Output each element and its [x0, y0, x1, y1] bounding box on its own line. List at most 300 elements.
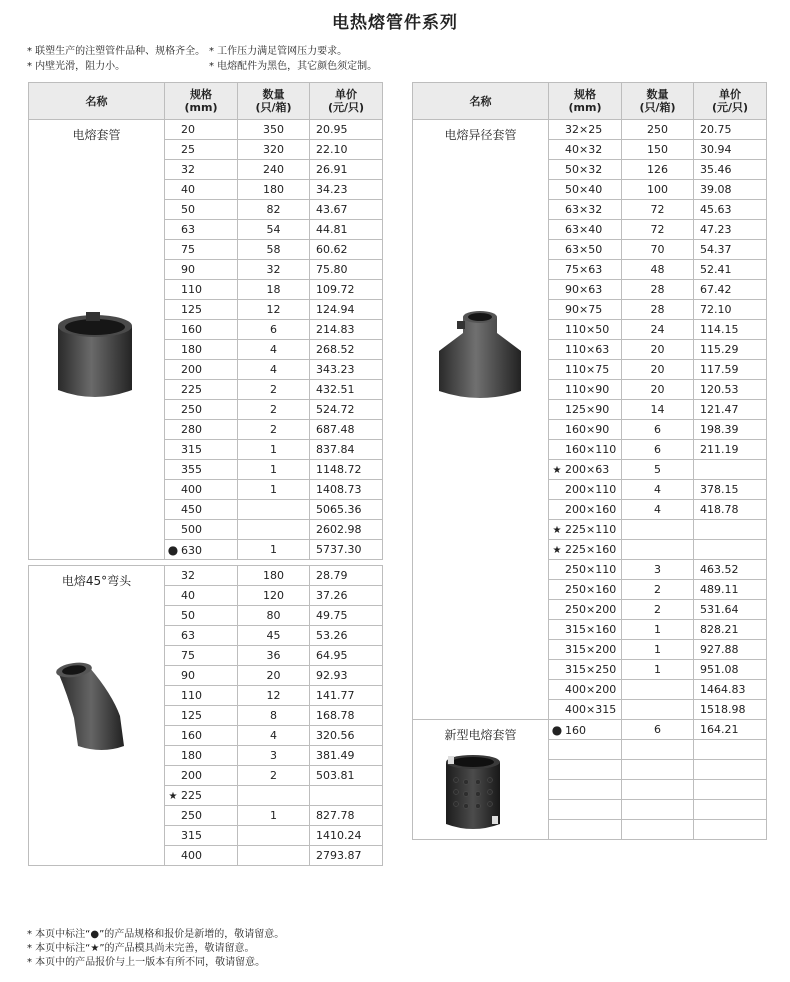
- qty-cell: 2: [622, 580, 694, 600]
- price-cell: 418.78: [694, 500, 767, 520]
- spec-cell: [549, 600, 622, 620]
- product-name: 新型电熔套管: [444, 728, 517, 742]
- col-header-spec: [165, 83, 238, 120]
- price-cell: 22.10: [310, 140, 383, 160]
- qty-cell: [622, 760, 694, 780]
- spec-value: 500: [181, 523, 202, 536]
- qty-cell: [238, 520, 310, 540]
- qty-cell: [238, 500, 310, 520]
- spec-value: 90: [181, 263, 195, 276]
- spec-value: 160×110: [565, 443, 617, 456]
- spec-cell: [549, 620, 622, 640]
- qty-cell: 150: [622, 140, 694, 160]
- spec-cell: [165, 626, 238, 646]
- price-cell: 44.81: [310, 220, 383, 240]
- spec-cell: [549, 480, 622, 500]
- spec-value: 110×63: [565, 343, 610, 356]
- qty-cell: 5: [622, 460, 694, 480]
- product-name: 电熔45°弯头: [61, 574, 132, 588]
- price-cell: 828.21: [694, 620, 767, 640]
- table-header: [413, 83, 767, 120]
- price-cell: 35.46: [694, 160, 767, 180]
- price-cell: 432.51: [310, 380, 383, 400]
- qty-cell: [622, 740, 694, 760]
- qty-cell: 6: [622, 420, 694, 440]
- spec-cell: [549, 780, 622, 800]
- qty-cell: 20: [622, 340, 694, 360]
- price-cell: [694, 820, 767, 840]
- qty-cell: [622, 520, 694, 540]
- footer-note: * 本页中标注“●”的产品规格和报价是新增的，敬请留意。: [27, 929, 285, 940]
- col-header-qty: [238, 83, 310, 120]
- qty-cell: 8: [238, 706, 310, 726]
- col-header-price: [310, 83, 383, 120]
- price-label: 单价: [719, 88, 741, 101]
- price-cell: 75.80: [310, 260, 383, 280]
- price-cell: 52.41: [694, 260, 767, 280]
- qty-cell: 58: [238, 240, 310, 260]
- page-title: 电热熔管件系列: [332, 13, 458, 33]
- footer-note: * 本页中标注“★”的产品模具尚未完善，敬请留意。: [27, 943, 255, 954]
- spec-cell: [549, 180, 622, 200]
- spec-cell: [549, 580, 622, 600]
- spec-value: 63×32: [565, 203, 603, 216]
- spec-value: 40×32: [565, 143, 603, 156]
- price-cell: 168.78: [310, 706, 383, 726]
- spec-cell: [165, 360, 238, 380]
- price-cell: 20.95: [310, 120, 383, 140]
- qty-label: 数量: [646, 88, 669, 101]
- footer-note: * 本页中的产品报价与上一版本有所不同，敬请留意。: [27, 957, 266, 968]
- spec-value: 50: [181, 203, 195, 216]
- spec-cell: [549, 260, 622, 280]
- star-marker-icon: ★: [168, 791, 178, 802]
- col-header-name: 名称: [29, 83, 165, 120]
- spec-value: 20: [181, 123, 195, 136]
- spec-cell: [165, 400, 238, 420]
- product-name: 电熔异径套管: [444, 128, 517, 142]
- spec-value: 40: [181, 589, 195, 602]
- new-marker-icon: ●: [167, 542, 179, 557]
- reducer-coupler-image: [433, 305, 527, 405]
- price-cell: 198.39: [694, 420, 767, 440]
- note: * 内壁光滑，阻力小。: [27, 61, 126, 72]
- spec-value: 160×90: [565, 423, 610, 436]
- spec-value: 200×63: [565, 463, 610, 476]
- price-cell: 164.21: [694, 720, 767, 740]
- spec-cell: [549, 160, 622, 180]
- product-name: 电熔套管: [72, 128, 121, 142]
- qty-unit: (只/箱): [255, 101, 292, 114]
- qty-cell: [622, 820, 694, 840]
- qty-cell: 6: [622, 720, 694, 740]
- spec-value: 63×40: [565, 223, 603, 236]
- spec-value: 400: [181, 849, 202, 862]
- spec-value: 63: [181, 629, 195, 642]
- price-cell: 343.23: [310, 360, 383, 380]
- spec-cell: [549, 220, 622, 240]
- qty-cell: 4: [622, 480, 694, 500]
- qty-cell: 80: [238, 606, 310, 626]
- qty-cell: 70: [622, 240, 694, 260]
- spec-value: 315: [181, 443, 202, 456]
- spec-value: 50: [181, 609, 195, 622]
- qty-cell: 180: [238, 566, 310, 586]
- spec-value: 400: [181, 483, 202, 496]
- spec-cell: [549, 520, 622, 540]
- spec-cell: [165, 460, 238, 480]
- qty-cell: 12: [238, 686, 310, 706]
- qty-cell: 54: [238, 220, 310, 240]
- qty-cell: [238, 786, 310, 806]
- spec-value: 225×160: [565, 543, 617, 556]
- spec-cell: [549, 740, 622, 760]
- price-cell: 67.42: [694, 280, 767, 300]
- qty-cell: 20: [238, 666, 310, 686]
- qty-cell: 1: [622, 620, 694, 640]
- spec-cell: [549, 660, 622, 680]
- qty-cell: 1: [238, 480, 310, 500]
- spec-cell: [549, 440, 622, 460]
- spec-value: 315×160: [565, 623, 617, 636]
- spec-cell: [549, 720, 622, 740]
- spec-cell: [165, 280, 238, 300]
- qty-cell: 3: [238, 746, 310, 766]
- spec-cell: [165, 726, 238, 746]
- price-cell: 30.94: [694, 140, 767, 160]
- price-unit: (元/只): [711, 101, 749, 114]
- qty-label: 数量: [262, 88, 285, 101]
- qty-cell: 3: [622, 560, 694, 580]
- spec-cell: [165, 120, 238, 140]
- col-header-name: 名称: [413, 83, 549, 120]
- spec-cell: [549, 560, 622, 580]
- spec-value: 315×250: [565, 663, 617, 676]
- spec-cell: [165, 220, 238, 240]
- price-cell: 211.19: [694, 440, 767, 460]
- qty-cell: 2: [238, 380, 310, 400]
- qty-cell: 4: [238, 340, 310, 360]
- qty-cell: 2: [622, 600, 694, 620]
- spec-value: 110: [181, 283, 202, 296]
- price-cell: 28.79: [310, 566, 383, 586]
- price-cell: 43.67: [310, 200, 383, 220]
- spec-value: 90: [181, 669, 195, 682]
- spec-cell: [165, 540, 238, 560]
- price-cell: [694, 740, 767, 760]
- spec-cell: [549, 540, 622, 560]
- spec-cell: [165, 200, 238, 220]
- price-unit: (元/只): [327, 101, 365, 114]
- price-cell: 463.52: [694, 560, 767, 580]
- spec-value: 315×200: [565, 643, 617, 656]
- spec-cell: [165, 706, 238, 726]
- spec-cell: [165, 566, 238, 586]
- price-cell: 489.11: [694, 580, 767, 600]
- qty-cell: 14: [622, 400, 694, 420]
- spec-value: 250: [181, 809, 202, 822]
- col-header-price: [694, 83, 767, 120]
- footer-notes: [27, 928, 284, 970]
- price-cell: 5737.30: [310, 540, 383, 560]
- price-cell: 531.64: [694, 600, 767, 620]
- spec-cell: [549, 200, 622, 220]
- qty-cell: 20: [622, 380, 694, 400]
- spec-value: 180: [181, 749, 202, 762]
- spec-cell: [165, 646, 238, 666]
- spec-cell: [165, 480, 238, 500]
- spec-value: 200×160: [565, 503, 617, 516]
- spec-cell: [165, 826, 238, 846]
- qty-cell: 126: [622, 160, 694, 180]
- spec-value: 32: [181, 163, 195, 176]
- star-marker-icon: ★: [552, 525, 562, 536]
- qty-cell: 72: [622, 200, 694, 220]
- spec-value: 50×32: [565, 163, 603, 176]
- spec-value: 75: [181, 243, 195, 256]
- spec-cell: [549, 240, 622, 260]
- price-cell: 827.78: [310, 806, 383, 826]
- qty-cell: 1: [622, 640, 694, 660]
- price-cell: 503.81: [310, 766, 383, 786]
- spec-cell: [549, 380, 622, 400]
- spec-value: 160: [181, 323, 202, 336]
- price-cell: 2793.87: [310, 846, 383, 866]
- price-cell: 47.23: [694, 220, 767, 240]
- spec-cell: [549, 280, 622, 300]
- price-cell: 124.94: [310, 300, 383, 320]
- spec-value: 90×63: [565, 283, 603, 296]
- price-cell: 20.75: [694, 120, 767, 140]
- notes: [27, 44, 377, 74]
- qty-cell: 6: [622, 440, 694, 460]
- table-row: [413, 720, 767, 740]
- qty-cell: 28: [622, 300, 694, 320]
- spec-cell: [165, 380, 238, 400]
- spec-cell: [165, 300, 238, 320]
- sleeve-coupler-image: [52, 308, 138, 404]
- spec-value: 250×110: [565, 563, 617, 576]
- qty-cell: 6: [238, 320, 310, 340]
- spec-cell: [165, 520, 238, 540]
- product-name-cell: [413, 120, 549, 720]
- spec-value: 110×50: [565, 323, 610, 336]
- star-marker-icon: ★: [552, 465, 562, 476]
- spec-cell: [165, 320, 238, 340]
- spec-value: 180: [181, 343, 202, 356]
- qty-cell: [238, 846, 310, 866]
- spec-value: 50×40: [565, 183, 603, 196]
- price-cell: 121.47: [694, 400, 767, 420]
- price-cell: 1148.72: [310, 460, 383, 480]
- spec-cell: [165, 746, 238, 766]
- qty-cell: 2: [238, 766, 310, 786]
- qty-cell: 72: [622, 220, 694, 240]
- price-cell: 927.88: [694, 640, 767, 660]
- table-row: [413, 120, 767, 140]
- price-cell: [694, 780, 767, 800]
- price-cell: [694, 800, 767, 820]
- spec-value: 200: [181, 363, 202, 376]
- qty-cell: 82: [238, 200, 310, 220]
- spec-value: 160: [565, 723, 586, 737]
- price-cell: 687.48: [310, 420, 383, 440]
- elbow45-image: [50, 654, 136, 754]
- spec-value: 200: [181, 769, 202, 782]
- qty-cell: 240: [238, 160, 310, 180]
- price-cell: 109.72: [310, 280, 383, 300]
- spec-value: 110: [181, 689, 202, 702]
- spec-cell: [165, 846, 238, 866]
- price-cell: 951.08: [694, 660, 767, 680]
- qty-cell: 45: [238, 626, 310, 646]
- spec-unit: (mm): [184, 101, 218, 114]
- qty-cell: 4: [238, 360, 310, 380]
- qty-cell: 2: [238, 420, 310, 440]
- qty-cell: [622, 700, 694, 720]
- table-row: [29, 566, 383, 586]
- col-header-spec: [549, 83, 622, 120]
- spec-cell: [165, 140, 238, 160]
- spec-value: 75: [181, 649, 195, 662]
- spec-cell: [549, 640, 622, 660]
- spec-cell: [549, 360, 622, 380]
- qty-cell: [238, 826, 310, 846]
- spec-cell: [165, 606, 238, 626]
- spec-value: 125: [181, 709, 202, 722]
- spec-cell: [165, 420, 238, 440]
- spec-cell: [549, 500, 622, 520]
- spec-value: 355: [181, 463, 202, 476]
- price-cell: 5065.36: [310, 500, 383, 520]
- qty-cell: 1: [238, 460, 310, 480]
- qty-cell: 2: [238, 400, 310, 420]
- spec-cell: [549, 320, 622, 340]
- price-cell: 214.83: [310, 320, 383, 340]
- qty-cell: 48: [622, 260, 694, 280]
- spec-value: 40: [181, 183, 195, 196]
- spec-cell: [165, 440, 238, 460]
- price-cell: 26.91: [310, 160, 383, 180]
- spec-value: 63×50: [565, 243, 603, 256]
- qty-cell: [622, 680, 694, 700]
- price-cell: [694, 460, 767, 480]
- price-cell: 34.23: [310, 180, 383, 200]
- spec-cell: [549, 400, 622, 420]
- price-cell: [310, 786, 383, 806]
- table-row: [29, 120, 383, 140]
- spec-cell: [165, 180, 238, 200]
- spec-cell: [165, 586, 238, 606]
- note: * 电熔配件为黑色，其它颜色须定制。: [209, 61, 378, 72]
- spec-value: 32: [181, 569, 195, 582]
- spec-value: 225×110: [565, 523, 617, 536]
- spec-cell: [165, 686, 238, 706]
- price-cell: 45.63: [694, 200, 767, 220]
- spec-value: 160: [181, 729, 202, 742]
- price-cell: 320.56: [310, 726, 383, 746]
- spec-value: 90×75: [565, 303, 603, 316]
- price-cell: 117.59: [694, 360, 767, 380]
- price-cell: 381.49: [310, 746, 383, 766]
- spec-label: 规格: [574, 88, 596, 101]
- spec-cell: [165, 260, 238, 280]
- spec-value: 125×90: [565, 403, 610, 416]
- qty-unit: (只/箱): [639, 101, 676, 114]
- price-cell: 120.53: [694, 380, 767, 400]
- price-cell: [694, 520, 767, 540]
- spec-label: 规格: [190, 88, 212, 101]
- spec-value: 32×25: [565, 123, 603, 136]
- spec-cell: [549, 800, 622, 820]
- spec-value: 225: [181, 789, 202, 802]
- qty-cell: 32: [238, 260, 310, 280]
- spec-value: 630: [181, 543, 202, 557]
- qty-cell: 1: [238, 806, 310, 826]
- price-cell: [694, 760, 767, 780]
- note: * 联塑生产的注塑管件品种、规格齐全。: [27, 46, 206, 57]
- spec-cell: [165, 786, 238, 806]
- spec-cell: [549, 700, 622, 720]
- spec-value: 200×110: [565, 483, 617, 496]
- qty-cell: 36: [238, 646, 310, 666]
- price-cell: 114.15: [694, 320, 767, 340]
- spec-cell: [549, 820, 622, 840]
- spec-value: 110×90: [565, 383, 610, 396]
- spec-cell: [165, 240, 238, 260]
- price-label: 单价: [335, 88, 357, 101]
- note: * 工作压力满足管网压力要求。: [209, 46, 348, 57]
- price-cell: 1408.73: [310, 480, 383, 500]
- qty-cell: [622, 540, 694, 560]
- qty-cell: 4: [622, 500, 694, 520]
- price-cell: 72.10: [694, 300, 767, 320]
- qty-cell: 1: [238, 440, 310, 460]
- spec-cell: [165, 500, 238, 520]
- star-marker-icon: ★: [552, 545, 562, 556]
- price-cell: [694, 540, 767, 560]
- price-cell: 53.26: [310, 626, 383, 646]
- spec-value: 315: [181, 829, 202, 842]
- price-cell: 378.15: [694, 480, 767, 500]
- qty-cell: 100: [622, 180, 694, 200]
- spec-cell: [165, 160, 238, 180]
- spec-cell: [549, 680, 622, 700]
- price-cell: 60.62: [310, 240, 383, 260]
- price-cell: 268.52: [310, 340, 383, 360]
- price-cell: 1410.24: [310, 826, 383, 846]
- price-cell: 1518.98: [694, 700, 767, 720]
- spec-cell: [165, 666, 238, 686]
- spec-cell: [549, 120, 622, 140]
- qty-cell: 24: [622, 320, 694, 340]
- qty-cell: 250: [622, 120, 694, 140]
- spec-cell: [165, 806, 238, 826]
- spec-cell: [549, 420, 622, 440]
- spec-value: 450: [181, 503, 202, 516]
- price-cell: 54.37: [694, 240, 767, 260]
- qty-cell: 12: [238, 300, 310, 320]
- spec-cell: [165, 766, 238, 786]
- qty-cell: [622, 780, 694, 800]
- spec-value: 400×200: [565, 683, 617, 696]
- price-cell: 837.84: [310, 440, 383, 460]
- qty-cell: 350: [238, 120, 310, 140]
- spec-cell: [549, 340, 622, 360]
- table-header: [29, 83, 383, 120]
- qty-cell: 1: [238, 540, 310, 560]
- spec-value: 25: [181, 143, 195, 156]
